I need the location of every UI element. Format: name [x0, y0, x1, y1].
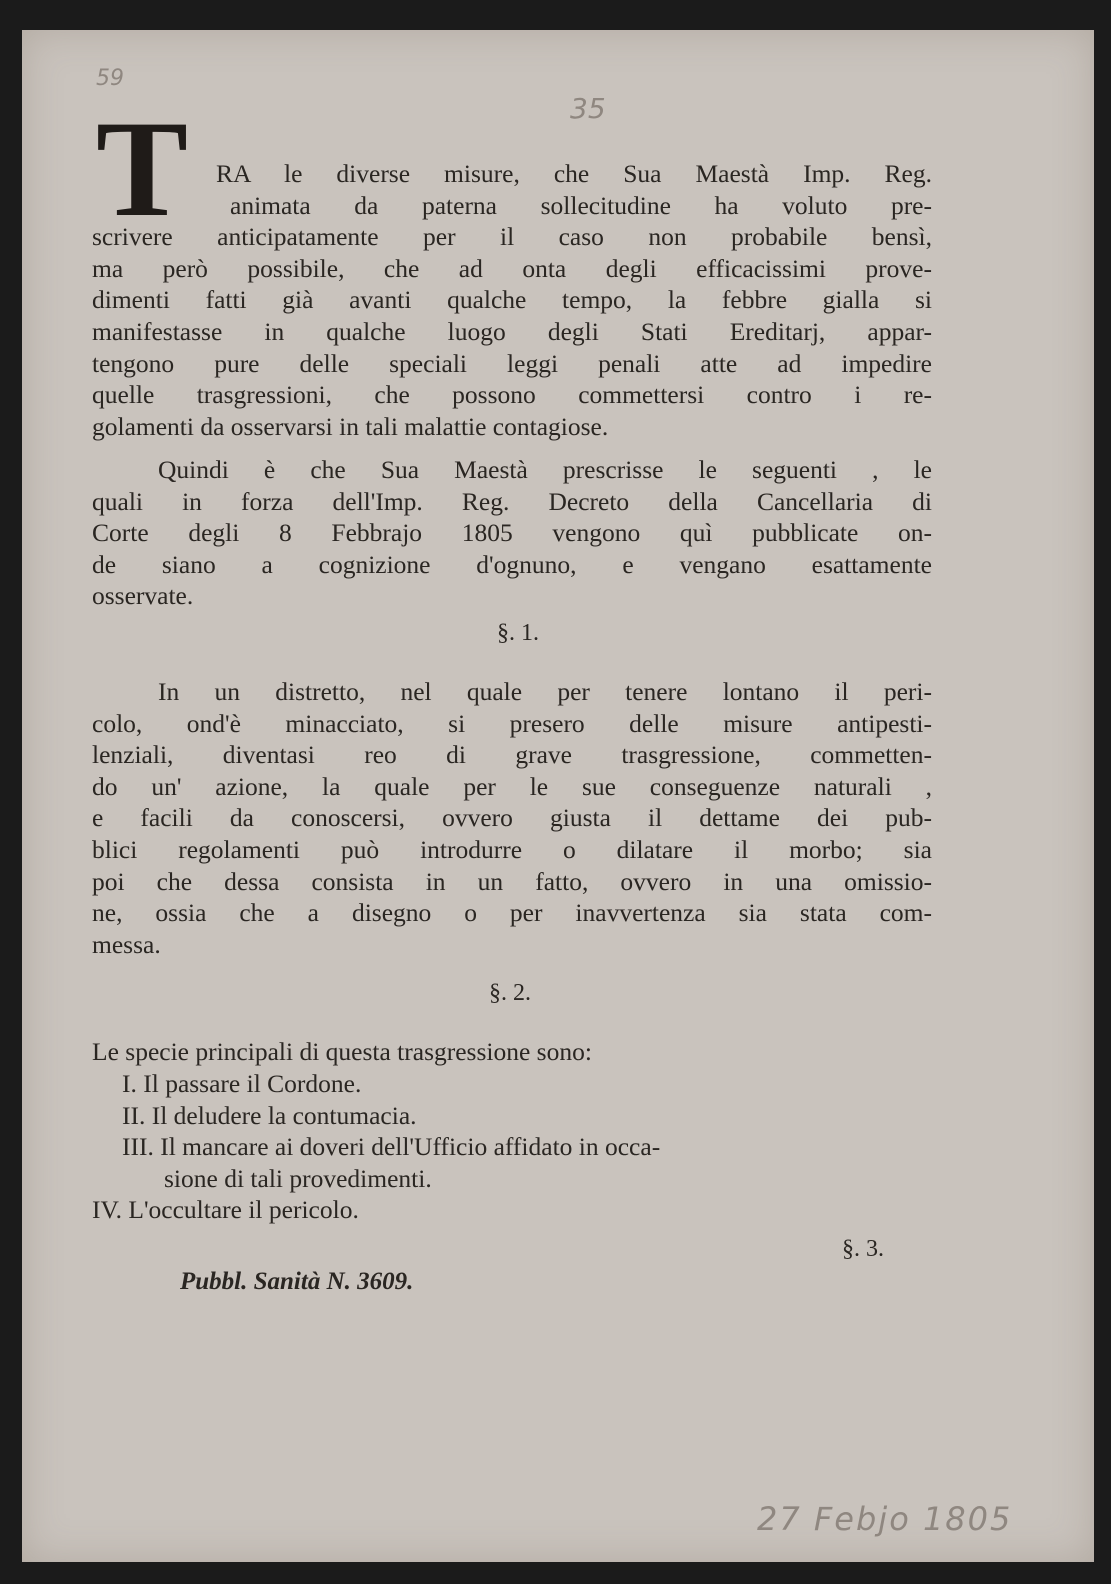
paragraph-line: quali in forza dell'Imp. Reg. Decreto della Cancellaria di — [92, 486, 932, 516]
folio-annotation: 59 — [96, 66, 124, 91]
list-item: I. Il passare il Cordone. — [122, 1069, 362, 1098]
paragraph-line: e facili da conoscersi, ovvero giusta il dettame dei pub- — [92, 803, 932, 833]
paragraph-line: dimenti fatti già avanti qualche tempo, la febbre gialla si — [92, 285, 932, 315]
paragraph-line: RA le diverse misure, che Sua Maestà Imp. Reg. — [216, 159, 932, 188]
paragraph-line: ma però possibile, che ad onta degli efficacissimi prove- — [92, 253, 932, 283]
paragraph-line: scrivere anticipatamente per il caso non probabile bensì, — [92, 222, 932, 252]
paragraph-line: golamenti da osservarsi in tali malattie contagiose. — [92, 411, 609, 441]
paragraph-line: lenziali, diventasi reo di grave trasgressione, commetten- — [92, 740, 932, 770]
list-item: III. Il mancare ai doveri dell'Ufficio affidato in occa- — [122, 1132, 661, 1162]
date-annotation: 27 Febjo 1805 — [757, 1500, 1013, 1538]
paragraph-line: quelle trasgressioni, che possono commettersi contro i re- — [92, 380, 932, 410]
transgression-list — [92, 1068, 932, 1226]
paragraph-line: Corte degli 8 Febbrajo 1805 vengono quì pubblicate on- — [92, 518, 932, 548]
section-3-heading: §. 3. — [842, 1236, 884, 1262]
paragraph-line: de siano a cognizione d'ognuno, e vengano esattamente — [92, 549, 932, 579]
list-item: II. Il deludere la contumacia. — [122, 1100, 417, 1130]
publication-reference: Pubbl. Sanità N. 3609. — [180, 1268, 414, 1295]
paragraph-line: do un' azione, la quale per le sue conseguenze naturali , — [92, 771, 932, 801]
page-number-annotation: 35 — [570, 92, 606, 125]
section-1-heading: §. 1. — [497, 620, 539, 646]
list-item-continuation: sione di tali provedimenti. — [164, 1163, 432, 1193]
paragraph-line: colo, ond'è minacciato, si presero delle misure antipesti- — [92, 708, 932, 738]
paragraph-line: Quindi è che Sua Maestà prescrisse le seguenti , le — [158, 455, 932, 484]
paragraph-line: Le specie principali di questa trasgressione sono: — [92, 1037, 592, 1066]
paragraph-line: osservate. — [92, 581, 194, 611]
paragraph-line: blici regolamenti può introdurre o dilatare il morbo; sia — [92, 834, 932, 864]
paragraph-line: manifestasse in qualche luogo degli Stati Ereditarj, appar- — [92, 316, 932, 346]
paragraph-line: ne, ossia che a disegno o per inavvertenza sia stata com- — [92, 898, 932, 928]
paragraph-1 — [92, 158, 932, 442]
section-2-heading: §. 2. — [489, 980, 531, 1006]
paragraph-line: In un distretto, nel quale per tenere lontano il peri- — [158, 677, 932, 706]
drop-cap: T — [96, 92, 189, 245]
paragraph-3 — [92, 676, 932, 960]
paragraph-line: tengono pure delle speciali leggi penali atte ad impedire — [92, 348, 932, 378]
list-item: IV. L'occultare il pericolo. — [92, 1195, 359, 1225]
paragraph-4 — [92, 1036, 932, 1068]
paragraph-line: animata da paterna sollecitudine ha voluto pre- — [230, 190, 932, 220]
paragraph-line: messa. — [92, 929, 161, 959]
paragraph-2 — [92, 454, 932, 612]
paragraph-line: poi che dessa consista in un fatto, ovvero in una omissio- — [92, 866, 932, 896]
